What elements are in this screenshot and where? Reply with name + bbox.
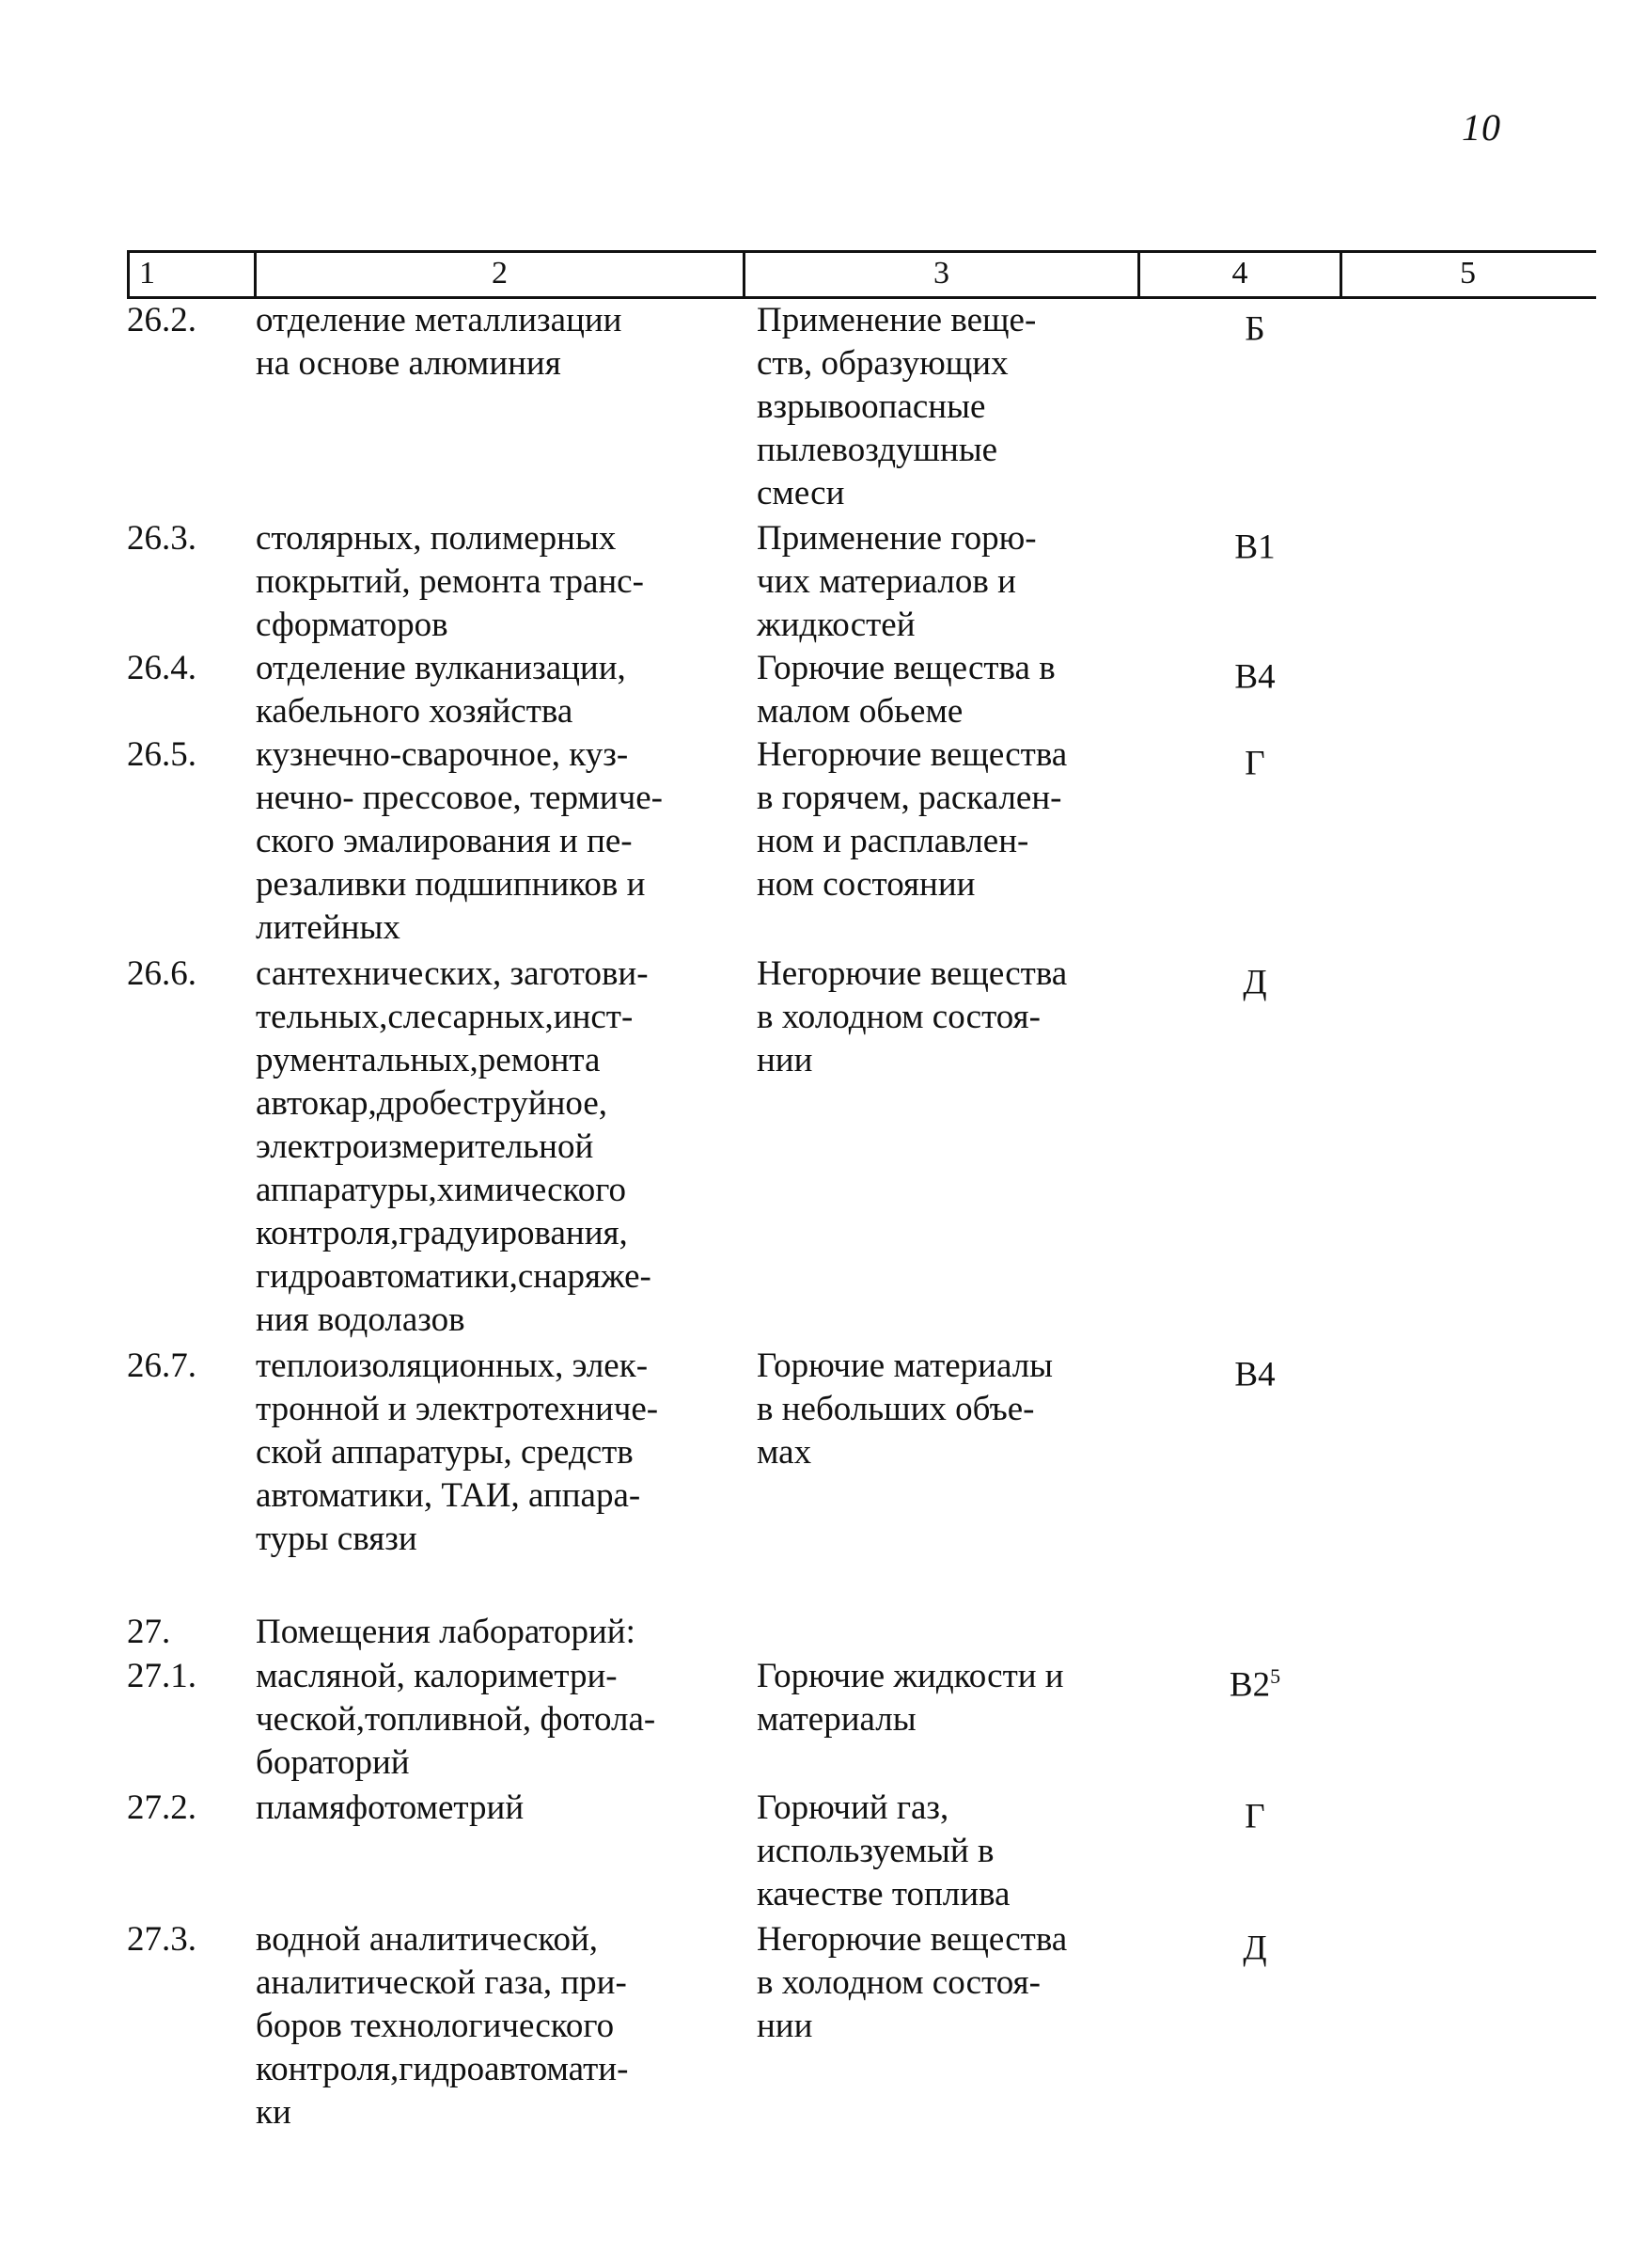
column-header-4: 4 [1140, 253, 1342, 296]
column-header-3: 3 [745, 253, 1140, 296]
category: В4 [1234, 657, 1276, 697]
category: В4 [1234, 1355, 1276, 1394]
column-header-1: 1 [130, 253, 257, 296]
substance-description: Горючие материалы в небольших объе- мах [757, 1347, 1054, 1472]
room-name: отделение вулканизации, кабельного хозяйства [256, 649, 626, 731]
column-header-2: 2 [257, 253, 745, 296]
row-number: 26.3. [127, 519, 196, 558]
row-number: 26.4. [127, 649, 196, 687]
page-number: 10 [1462, 106, 1501, 149]
row-number: 26.7. [127, 1347, 196, 1385]
column-header-5: 5 [1460, 256, 1476, 291]
substance-description: Горючий газ, используемый в качестве топлива [757, 1788, 1011, 1914]
category: В1 [1234, 528, 1276, 567]
category: Г [1245, 744, 1265, 783]
room-name: пламяфотометрий [256, 1788, 525, 1827]
room-name: столярных, полимерных покрытий, ремонта транс- сформаторов [256, 519, 644, 644]
room-name: кузнечно-сварочное, куз- нечно- прессовое, термиче- ского эмалирования и пе- резаливки подшипников и литейных [256, 735, 663, 947]
room-name: Помещения лабораторий: [256, 1613, 635, 1651]
room-name: сантехнических, заготови- тельных,слесарных,инст- рументальных,ремонта автокар,дробеструйное, электроизмерительной аппаратуры,химического контроля,градуирования, гидроавтоматики,снаряже- ния водолазов [256, 954, 651, 1339]
category: Г [1245, 1797, 1265, 1836]
category: $В2^5$ [1229, 1664, 1281, 1705]
category: Д [1243, 963, 1267, 1002]
substance-description: Негорючие вещества в горячем, раскален- ном и расплавлен- ном состоянии [757, 735, 1068, 904]
row-number: 26.6. [127, 954, 196, 993]
room-name: отделение металлизации на основе алюминия [256, 301, 622, 383]
substance-description: Негорючие вещества в холодном состоя- нии [757, 954, 1068, 1079]
substance-description: Применение веще- ств, образующих взрывоопасные пылевоздушные смеси [757, 301, 1037, 512]
category: Б [1245, 309, 1265, 349]
room-name: водной аналитической, аналитической газа, при- боров технологического контроля,гидроавтомати- ки [256, 1920, 629, 2132]
room-name: масляной, калориметри- ческой,топливной, фотола- бораторий [256, 1657, 656, 1782]
substance-description: Горючие вещества в малом обьеме [757, 649, 1056, 731]
row-number: 27.2. [127, 1788, 196, 1827]
room-name: теплоизоляционных, элек- тронной и электротехниче- ской аппаратуры, средств автоматики, ТАИ, аппара- туры связи [256, 1347, 659, 1558]
row-number: 27.1. [127, 1657, 196, 1695]
category: Д [1243, 1929, 1267, 1968]
row-number: 27.3. [127, 1920, 196, 1959]
table-header [127, 250, 1596, 299]
substance-description: Негорючие вещества в холодном состоя- нии [757, 1920, 1068, 2045]
row-number: 26.2. [127, 301, 196, 339]
substance-description: Горючие жидкости и материалы [757, 1657, 1064, 1739]
row-number: 26.5. [127, 735, 196, 774]
substance-description: Применение горю- чих материалов и жидкостей [757, 519, 1037, 644]
row-number: 27. [127, 1613, 171, 1651]
